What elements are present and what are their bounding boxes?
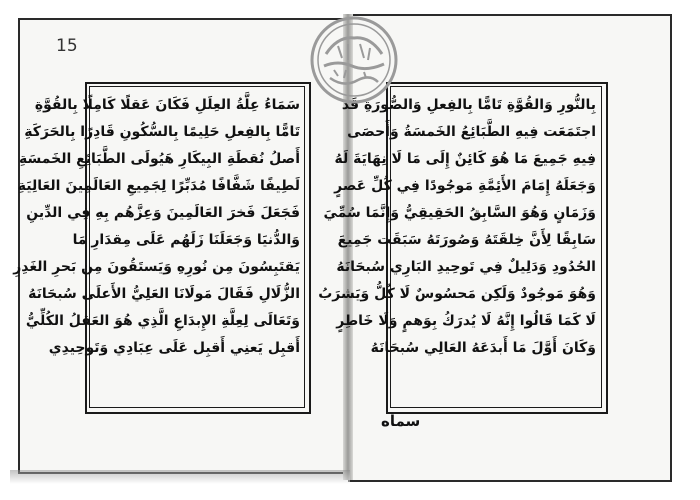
text-line: الحُدُودِ وَدَلِيلٌ فِي تَوحِيدِ البَارِي سُبحَانَهُ [336, 259, 596, 275]
text-line: اجتَمَعَت فِيهِ الطَّبَائِعُ الخَمسَةُ وَأَحصَى [347, 124, 596, 140]
left-page-text [13, 92, 300, 362]
text-line: يَقتَبِسُونَ مِن نُورِهِ وَيَستَقُونَ مِن بَحرِ الغَدِرِ [13, 259, 300, 275]
text-line: وَالدُّنيَا وَجَعَلَنَا زَلَهُم عَلَى مِقدَارِ مَا [72, 232, 300, 248]
text-line: تَامًّا بِالفِعلِ حَلِيمًا بِالسُّكُونِ قَادِرًا بِالحَرَكَةِ [24, 124, 300, 140]
folio-number: 15 [56, 36, 78, 56]
text-line: بِالنُّورِ وَالقُوَّةِ تَامًّا بِالفِعلِ وَالصُّورَةِ قَد [341, 97, 596, 113]
text-line: فِيهِ جَمِيعَ مَا هُوَ كَائِنٌ إِلَى مَا لَا نِهَايَةَ لَهُ [334, 151, 596, 167]
library-seal-stamp [308, 14, 400, 106]
text-line: وَجَعَلَهُ إِمَامَ الأَئِمَّةِ مَوجُودًا فِي كُلِّ عَصرٍ [334, 178, 596, 194]
text-line: وَزَمَانٍ وَهُوَ السَّابِقُ الحَقِيقِيُّ وَإِنَّمَا سُمِّيَ [323, 205, 596, 221]
text-line: فَجَعَلَ فَخرَ العَالَمِينَ وَعِزَّهُم بِهِ فِي الدِّينِ [26, 205, 300, 221]
text-line: أَصلُ نُقطَةِ البِيكَارِ هَيُولَى الطَّبَائِعِ الخَمسَةِ [19, 151, 300, 167]
text-line: وَتَعَالَى لِعِلَّةِ الإِبدَاعِ الَّذِي هُوَ العَقلُ الكُلِّيُّ [25, 313, 300, 329]
text-line: أَقبِل يَعنِي أَقبِل عَلَى عِبَادِي وَتَوحِيدِي [48, 340, 300, 356]
text-line: سَمَاءُ عِلَّةُ العِلَلِ فَكَانَ عَقلًا كَامِلًا بِالقُوَّةِ [34, 97, 300, 113]
right-page-text [318, 92, 596, 362]
text-line: وَكَانَ أَوَّلَ مَا أَبدَعَهُ العَالِي سُبحَانَهُ [370, 340, 596, 356]
text-line: لَطِيفًا شَفَّافًا مُدَبِّرًا لِجَمِيعِ العَالَمِينَ العَالِيَةِ [17, 178, 300, 194]
page-edge-shadow [10, 470, 350, 484]
text-line: سَابِقًا لِأَنَّ خِلقَتَهُ وَصُورَتَهُ سَبَقَت جَمِيعَ [337, 232, 596, 248]
text-line: لَا كَمَا قَالُوا إِنَّهُ لَا يُدرَكُ بِوَهمٍ وَلَا خَاطِرٍ [336, 313, 596, 329]
catchword: سماه [381, 412, 421, 430]
text-line: وَهُوَ مَوجُودٌ وَلَكِن مَحسُوسٌ لَا كُلُّ وَيَشرَبُ [318, 286, 596, 302]
text-line: الزُّلَالِ فَقَالَ مَولَانَا العَلِيُّ الأَعلَى سُبحَانَهُ [28, 286, 300, 302]
